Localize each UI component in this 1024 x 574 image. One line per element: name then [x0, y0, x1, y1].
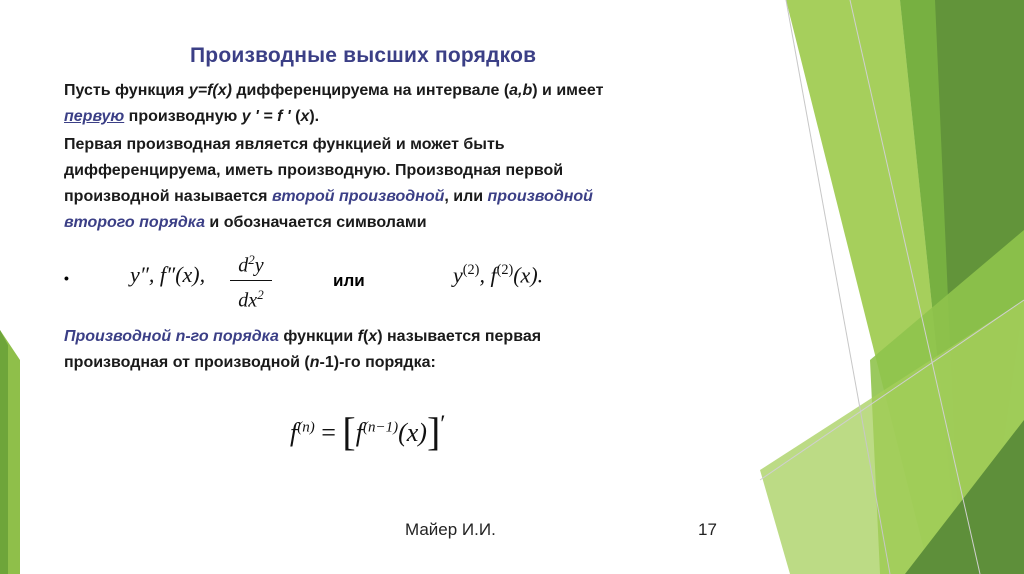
paragraph-1 [64, 78, 744, 130]
text: , или [444, 188, 488, 205]
denominator [230, 283, 272, 313]
text: дифференцируема, иметь производную. Производная первой [64, 162, 564, 179]
formula-second-derivative-1 [130, 248, 280, 310]
text: y ' = f ' [241, 108, 296, 125]
text: ) называется первая [377, 328, 542, 345]
text: ( [295, 108, 301, 125]
bullet: • [64, 270, 69, 286]
text: (2) [496, 262, 514, 278]
text: ( [362, 328, 369, 345]
text: Пусть функция [64, 82, 189, 99]
text: x [300, 108, 310, 125]
text: f [355, 418, 363, 447]
text: dx [238, 289, 258, 312]
text: -1)-го порядка: [319, 354, 436, 371]
text: a,b [509, 82, 533, 99]
text: Производной n-го порядка [64, 328, 279, 345]
or-label: или [333, 271, 365, 290]
text: y [254, 254, 264, 277]
page-number: 17 [698, 520, 717, 539]
text: и обозначается символами [204, 214, 427, 231]
formula-nth-derivative [290, 408, 446, 455]
text: x [368, 328, 378, 345]
text: Первая производная является функцией и может быть [64, 136, 505, 153]
text: (n−1) [362, 419, 399, 436]
text: y″, f″(x), [130, 262, 206, 287]
text: производную [124, 108, 242, 125]
text: ). [309, 108, 320, 125]
text: ) и имеет [532, 82, 604, 99]
text: второго порядка [64, 214, 205, 231]
text: y=f(x) [188, 82, 232, 99]
text: дифференцируема на интервале ( [231, 82, 510, 99]
text: f [357, 328, 363, 345]
text: ′ [440, 411, 446, 438]
text: , f [479, 262, 497, 288]
text: (x) [398, 418, 427, 447]
fraction [230, 248, 272, 312]
text: производная от производной ( [64, 354, 310, 371]
text: n [309, 354, 320, 371]
text: (x). [513, 262, 544, 288]
text: функции [278, 328, 358, 345]
text: первую [64, 108, 125, 125]
text: = [314, 418, 343, 447]
paragraph-2 [64, 132, 744, 236]
text: 2 [248, 252, 255, 267]
text: (n) [297, 419, 315, 436]
numerator [230, 248, 272, 278]
fraction-bar [230, 280, 272, 281]
text: производной называется [64, 188, 272, 205]
text: [ [342, 409, 356, 454]
text: f [290, 418, 298, 447]
text: ] [426, 409, 441, 454]
text: (2) [462, 262, 480, 278]
text: второй производной [271, 188, 445, 205]
footer-author: Майер И.И. [405, 520, 496, 539]
text: y [453, 262, 463, 288]
text: производной [487, 188, 593, 205]
formula-second-derivative-2 [453, 262, 543, 288]
text: 2 [257, 286, 264, 302]
text: d [238, 254, 249, 277]
paragraph-3 [64, 324, 744, 376]
slide-title: Производные высших порядков [190, 44, 537, 67]
